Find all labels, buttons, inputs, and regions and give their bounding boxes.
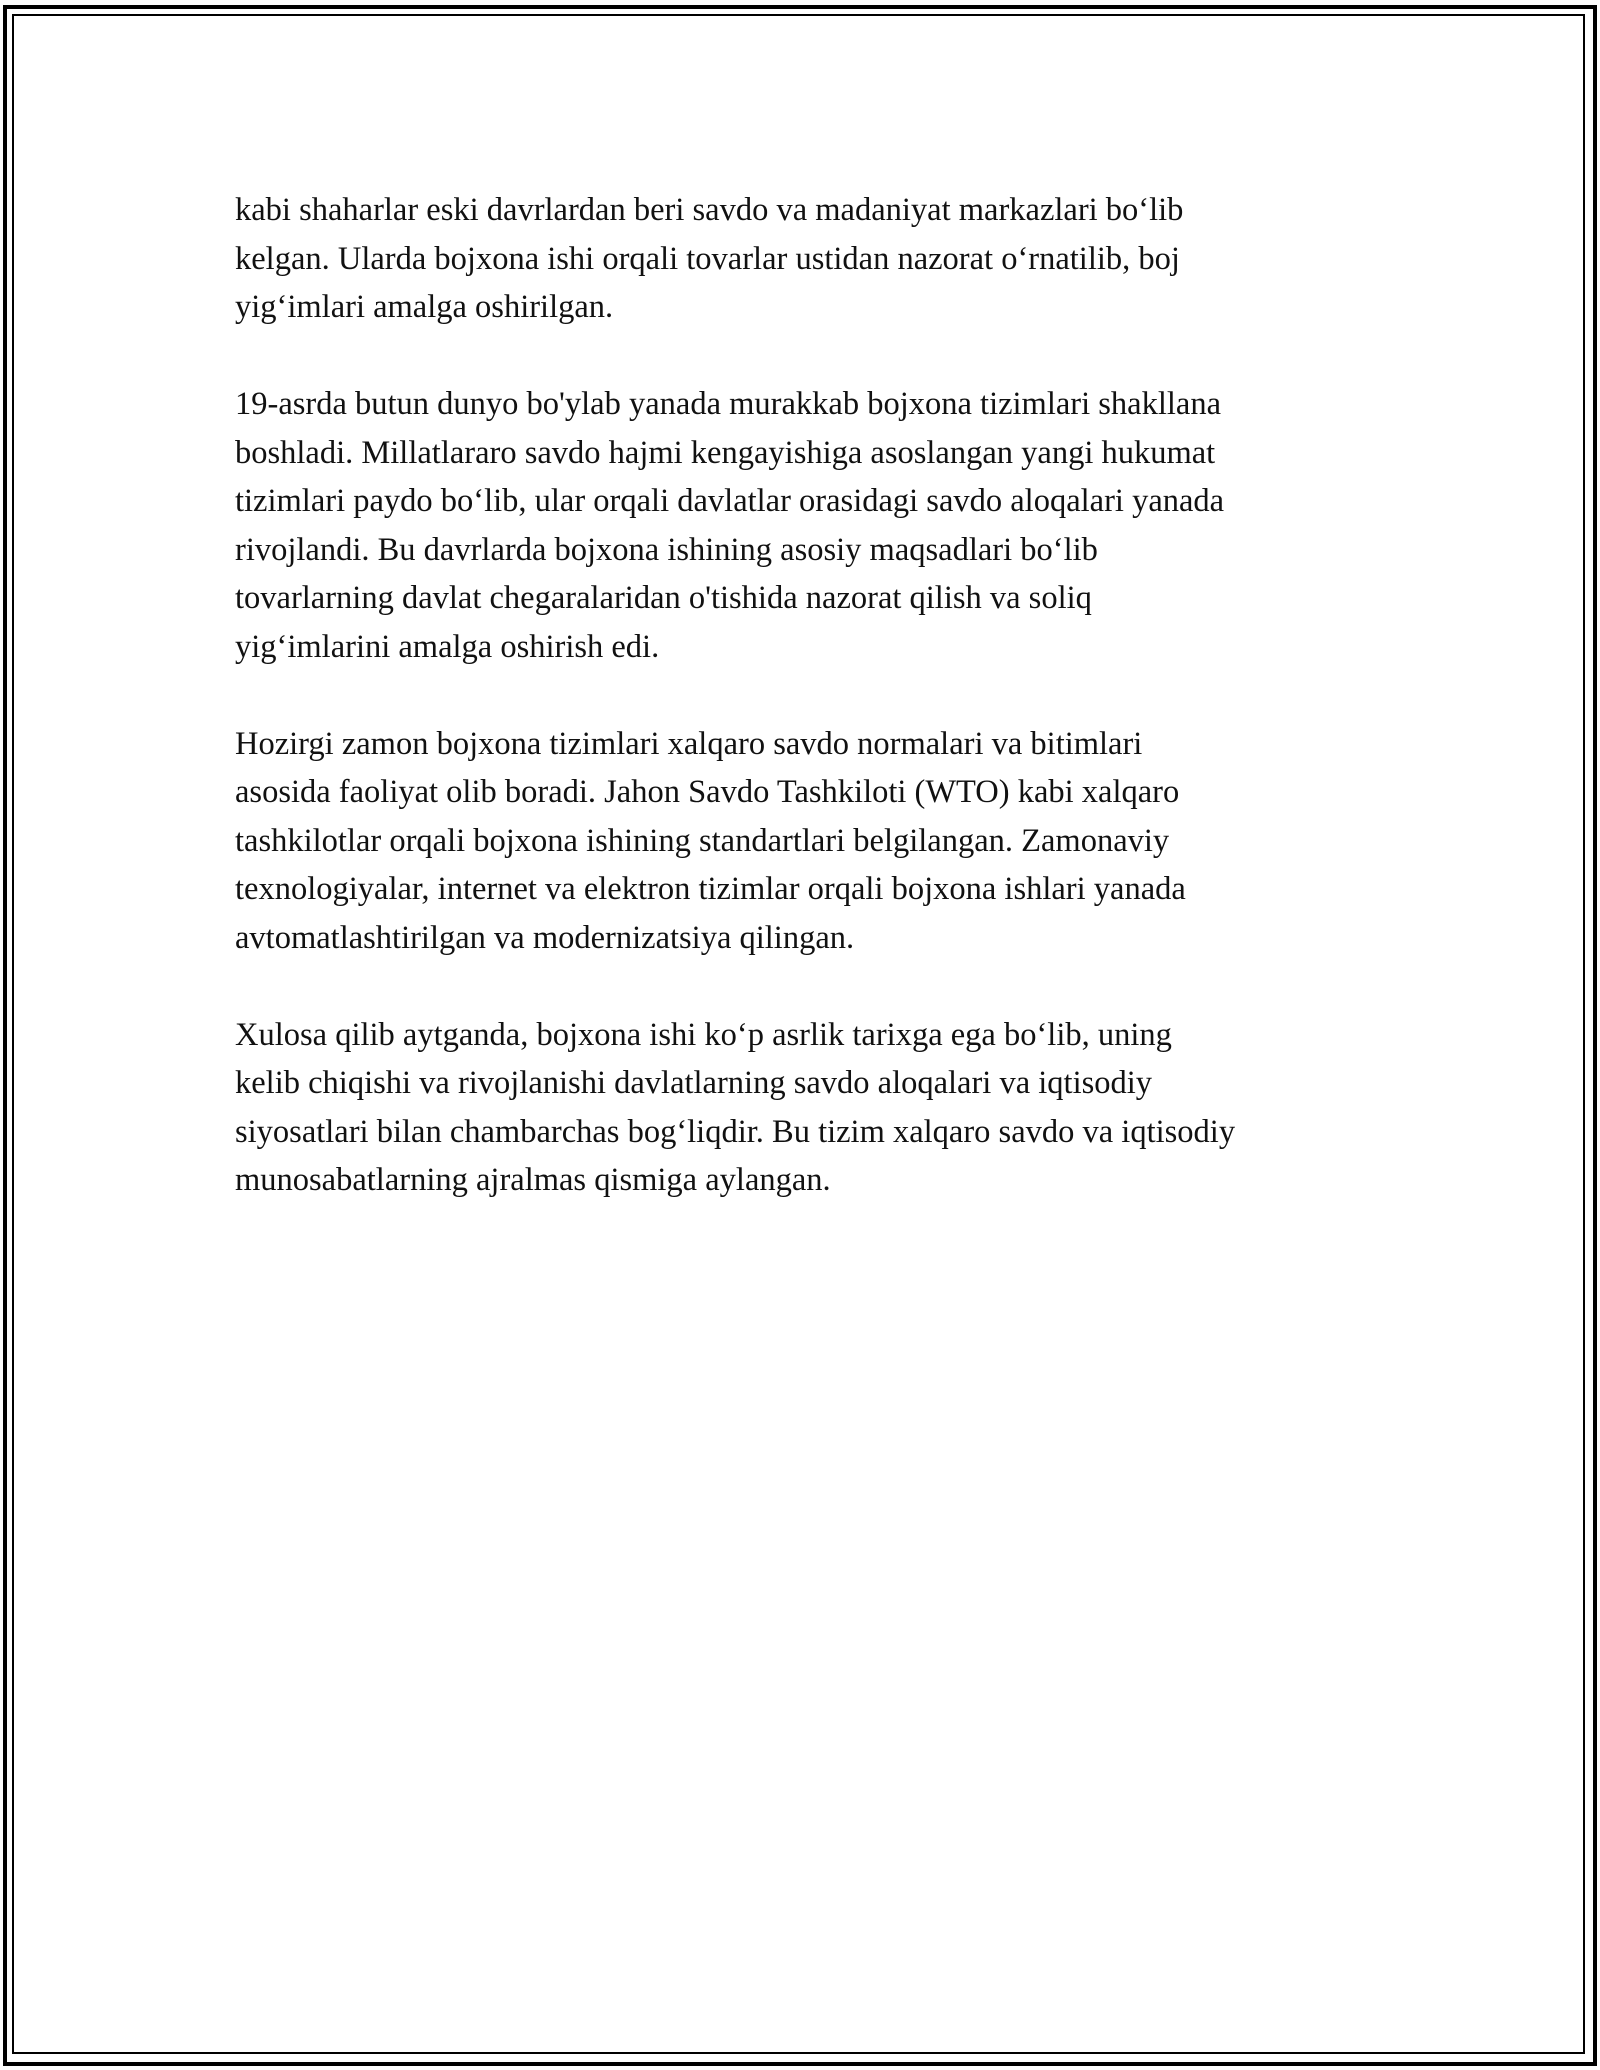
text-line: rivojlandi. Bu davrlarda bojxona ishining asosiy maqsadlari bo‘lib	[235, 531, 1098, 568]
body-text	[235, 186, 1415, 1253]
text-line: kelgan. Ularda bojxona ishi orqali tovarlar ustidan nazorat o‘rnatilib, boj	[235, 240, 1180, 277]
text-line: yig‘imlari amalga oshirilgan.	[235, 289, 614, 325]
text-line: Hozirgi zamon bojxona tizimlari xalqaro savdo normalari va bitimlari	[235, 725, 1143, 762]
paragraph-4	[235, 1011, 1415, 1205]
text-line: asosida faoliyat olib boradi. Jahon Savdo Tashkiloti (WTO) kabi xalqaro	[235, 774, 1180, 810]
text-line: Xulosa qilib aytganda, bojxona ishi ko‘p asrlik tarixga ega bo‘lib, uning	[235, 1016, 1172, 1053]
text-line: tashkilotlar orqali bojxona ishining standartlari belgilangan. Zamonaviy	[235, 822, 1170, 859]
text-line: tizimlari paydo bo‘lib, ular orqali davlatlar orasidagi savdo aloqalari yanada	[235, 483, 1225, 519]
paragraph-1	[235, 186, 1415, 332]
text-line: texnologiyalar, internet va elektron tizimlar orqali bojxona ishlari yanada	[235, 871, 1186, 907]
text-line: siyosatlari bilan chambarchas bog‘liqdir. Bu tizim xalqaro savdo va iqtisodiy	[235, 1113, 1236, 1150]
text-line: tovarlarning davlat chegaralaridan o'tishida nazorat qilish va soliq	[235, 580, 1092, 616]
text-line: boshladi. Millatlararo savdo hajmi kengayishiga asoslangan yangi hukumat	[235, 434, 1216, 471]
text-line: kelib chiqishi va rivojlanishi davlatlarning savdo aloqalari va iqtisodiy	[235, 1065, 1153, 1101]
text-line: avtomatlashtirilgan va modernizatsiya qilingan.	[235, 919, 855, 956]
paragraph-3	[235, 720, 1415, 963]
text-line: munosabatlarning ajralmas qismiga aylangan.	[235, 1162, 831, 1198]
text-line: kabi shaharlar eski davrlardan beri savdo va madaniyat markazlari bo‘lib	[235, 192, 1184, 228]
text-line: 19-asrda butun dunyo bo'ylab yanada murakkab bojxona tizimlari shakllana	[235, 386, 1221, 422]
text-line: yig‘imlarini amalga oshirish edi.	[235, 628, 660, 665]
paragraph-2	[235, 380, 1415, 671]
